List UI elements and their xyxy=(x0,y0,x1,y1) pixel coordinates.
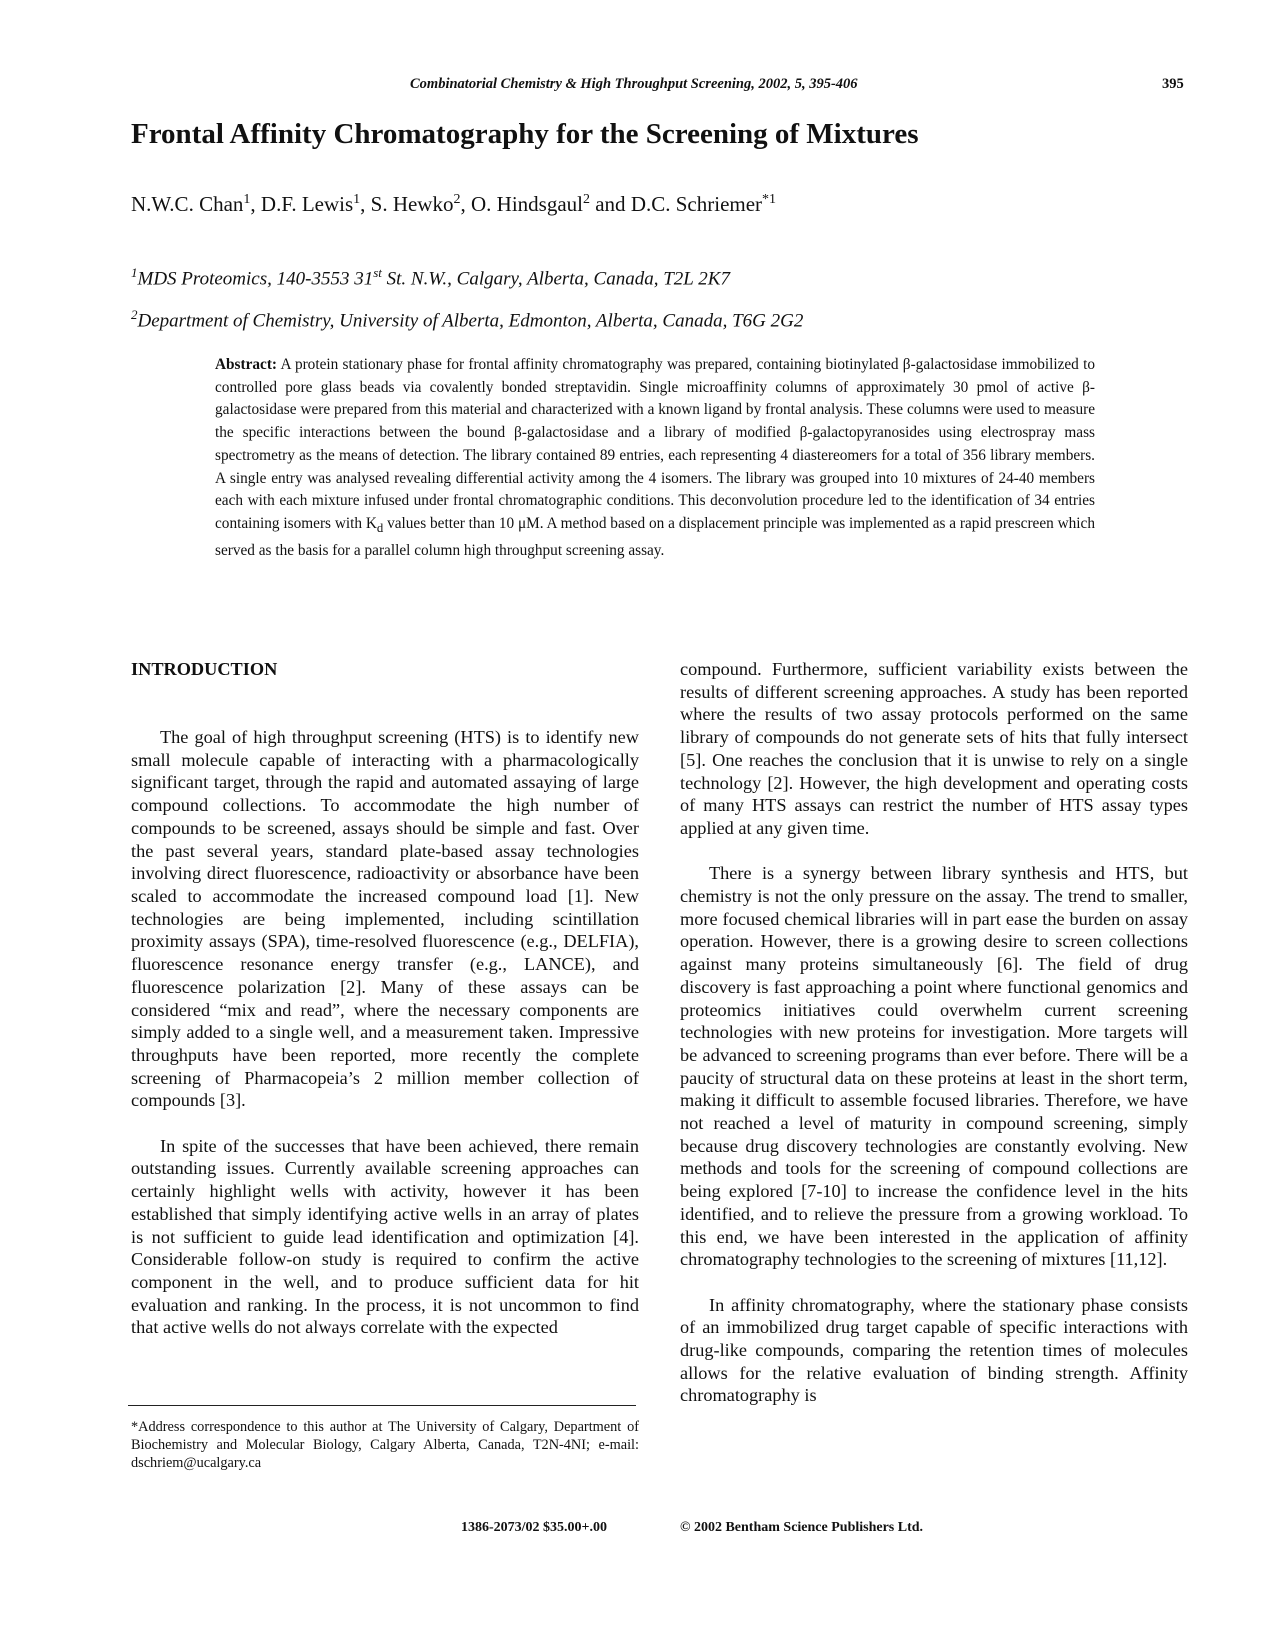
abstract-subscript: d xyxy=(376,520,384,535)
paper-title: Frontal Affinity Chromatography for the Screening of Mixtures xyxy=(131,118,919,150)
body-paragraph: In spite of the successes that have been achieved, there remain outstanding issues. Currently available screening approaches can certainly highlight wells with activity, however it has been established that simply identifying active wells in an array of plates is not sufficient to guide lead identification and optimization [4]. Considerable follow-on study is required to confirm the active component in the well, and to produce sufficient data for hit evaluation and ranking. In the process, it is not uncommon to find that active wells do not always correlate with the expected xyxy=(131,1135,639,1338)
correspondence-footnote: *Address correspondence to this author at The University of Calgary, Department of Biochemistry and Molecular Biology, Calgary Alberta, Canada, T2N-4NI; e-mail: dschriem@ucalgary.ca xyxy=(131,1419,639,1471)
affiliation-ordinal: st xyxy=(373,265,382,280)
author-name: N.W.C. Chan xyxy=(131,192,244,216)
author-affiliation-mark: 1 xyxy=(243,192,251,207)
left-column xyxy=(131,658,639,1362)
abstract-label: Abstract: xyxy=(215,356,278,373)
author-affiliation-mark: *1 xyxy=(762,192,777,207)
footer-copyright: © 2002 Bentham Science Publishers Ltd. xyxy=(680,1520,924,1535)
author-name: S. Hewko xyxy=(370,192,454,216)
right-column xyxy=(680,658,1188,1430)
page-number: 395 xyxy=(1162,76,1184,92)
body-paragraph: In affinity chromatography, where the stationary phase consists of an immobilized drug target capable of specific interactions with drug-like compounds, comparing the retention times of molecules allows for the relative evaluation of binding strength. Affinity chromatography is xyxy=(680,1294,1188,1406)
author-affiliation-mark: 1 xyxy=(353,192,361,207)
footnote-divider xyxy=(128,1405,636,1406)
affiliation-text: MDS Proteomics, 140-3553 31 xyxy=(137,268,374,290)
running-head xyxy=(0,76,1275,98)
abstract-text: A protein stationary phase for frontal affinity chromatography was prepared, containing biotinylated β-galactosidase immobilized to controlled pore glass beads via covalently bonded streptavidin. Single microaffinity columns of approximately 30 pmol of active β-galactosidase were prepared from this material and characterized with a known ligand by frontal analysis. These columns were used to measure the specific interactions between the bound β-galactosidase and a library of modified β-galactopyranosides using electrospray mass spectrometry as the means of detection. The library contained 89 entries, each representing 4 diastereomers for a total of 356 library members. A single entry was analysed revealing differential activity among the 4 isomers. The library was grouped into 10 mixtures of 24-40 members each with each mixture infused under frontal chromatographic conditions. This deconvolution procedure led to the identification of 34 entries containing isomers with K xyxy=(215,356,1095,532)
body-paragraph: The goal of high throughput screening (HTS) is to identify new small molecule capable of interacting with a pharmacologically significant target, through the rapid and automated assaying of large compound collections. To accommodate the high number of compounds to be screened, assays should be simple and fast. Over the past several years, standard plate-based assay technologies involving direct fluorescence, radioactivity or absorbance have been scaled to accommodate the increased compound load [1]. New technologies are being implemented, including scintillation proximity assays (SPA), time-resolved fluorescence (e.g., DELFIA), fluorescence resonance energy transfer (e.g., LANCE), and fluorescence polarization [2]. Many of these assays can be considered “mix and read”, where the necessary components are simply added to a single well, and a measurement taken. Impressive throughputs have been reported, more recently the complete screening of Pharmacopeia’s 2 million member collection of compounds [3]. xyxy=(131,727,639,1111)
affiliation-mark: 2 xyxy=(131,307,138,322)
affiliation-mark: 1 xyxy=(131,265,138,280)
affiliation-1 xyxy=(131,265,730,290)
author-affiliation-mark: 2 xyxy=(453,192,461,207)
footer-issn: 1386-2073/02 $35.00+.00 xyxy=(461,1520,608,1535)
abstract-text-cont: values better than 10 μM. A method based on a displacement principle was implemented as a rapid prescreen which served as the basis for a parallel column high throughput screening assay. xyxy=(215,514,1095,559)
body-paragraph: compound. Furthermore, sufficient variability exists between the results of different screening approaches. A study has been reported where the results of two assay protocols performed on the same library of compounds do not generate sets of hits that fully intersect [5]. One reaches the conclusion that it is unwise to rely on a single technology [2]. However, the high development and operating costs of many HTS assays can restrict the number of HTS assay types applied at any given time. xyxy=(680,659,1188,838)
affiliation-text: Department of Chemistry, University of Alberta, Edmonton, Alberta, Canada, T6G 2G2 xyxy=(137,310,804,332)
author-affiliation-mark: 2 xyxy=(582,192,590,207)
author-name: D.F. Lewis xyxy=(260,192,354,216)
body-paragraph: There is a synergy between library synthesis and HTS, but chemistry is not the only pressure on the assay. The trend to smaller, more focused chemical libraries will in part ease the burden on assay operation. However, there is a growing desire to screen collections against many proteins simultaneously [6]. The field of drug discovery is fast approaching a point where functional genomics and proteomics initiatives could overwhelm current screening technologies with new proteins for investigation. More targets will be advanced to screening programs than ever before. There will be a paucity of structural data on these proteins at least in the short term, making it difficult to assemble focused libraries. Therefore, we have not reached a level of maturity in compound screening, simply because drug discovery technologies are constantly evolving. New methods and tools for the screening of compound collections are being explored [7-10] to increase the confidence level in the hits identified, and to relieve the pressure from a growing workload. To this end, we have been interested in the application of affinity chromatography technologies to the screening of mixtures [11,12]. xyxy=(680,863,1188,1270)
author-name: D.C. Schriemer xyxy=(630,192,763,216)
section-heading-introduction: INTRODUCTION xyxy=(131,659,278,679)
affiliation-2 xyxy=(131,307,803,332)
abstract xyxy=(215,354,1095,562)
author-list: N.W.C. Chan$^1$, D.F. Lewis$^1$, S. Hewko$^2$, O. Hindsgaul$^2$ and D.C. Schriemer$^{*1}$ xyxy=(131,192,777,216)
journal-citation: Combinatorial Chemistry & High Throughput Screening, 2002, 5, 395-406 xyxy=(410,76,858,92)
author-name: O. Hindsgaul xyxy=(470,192,583,216)
affiliation-text-cont: St. N.W., Calgary, Alberta, Canada, T2L 2K7 xyxy=(381,268,730,290)
